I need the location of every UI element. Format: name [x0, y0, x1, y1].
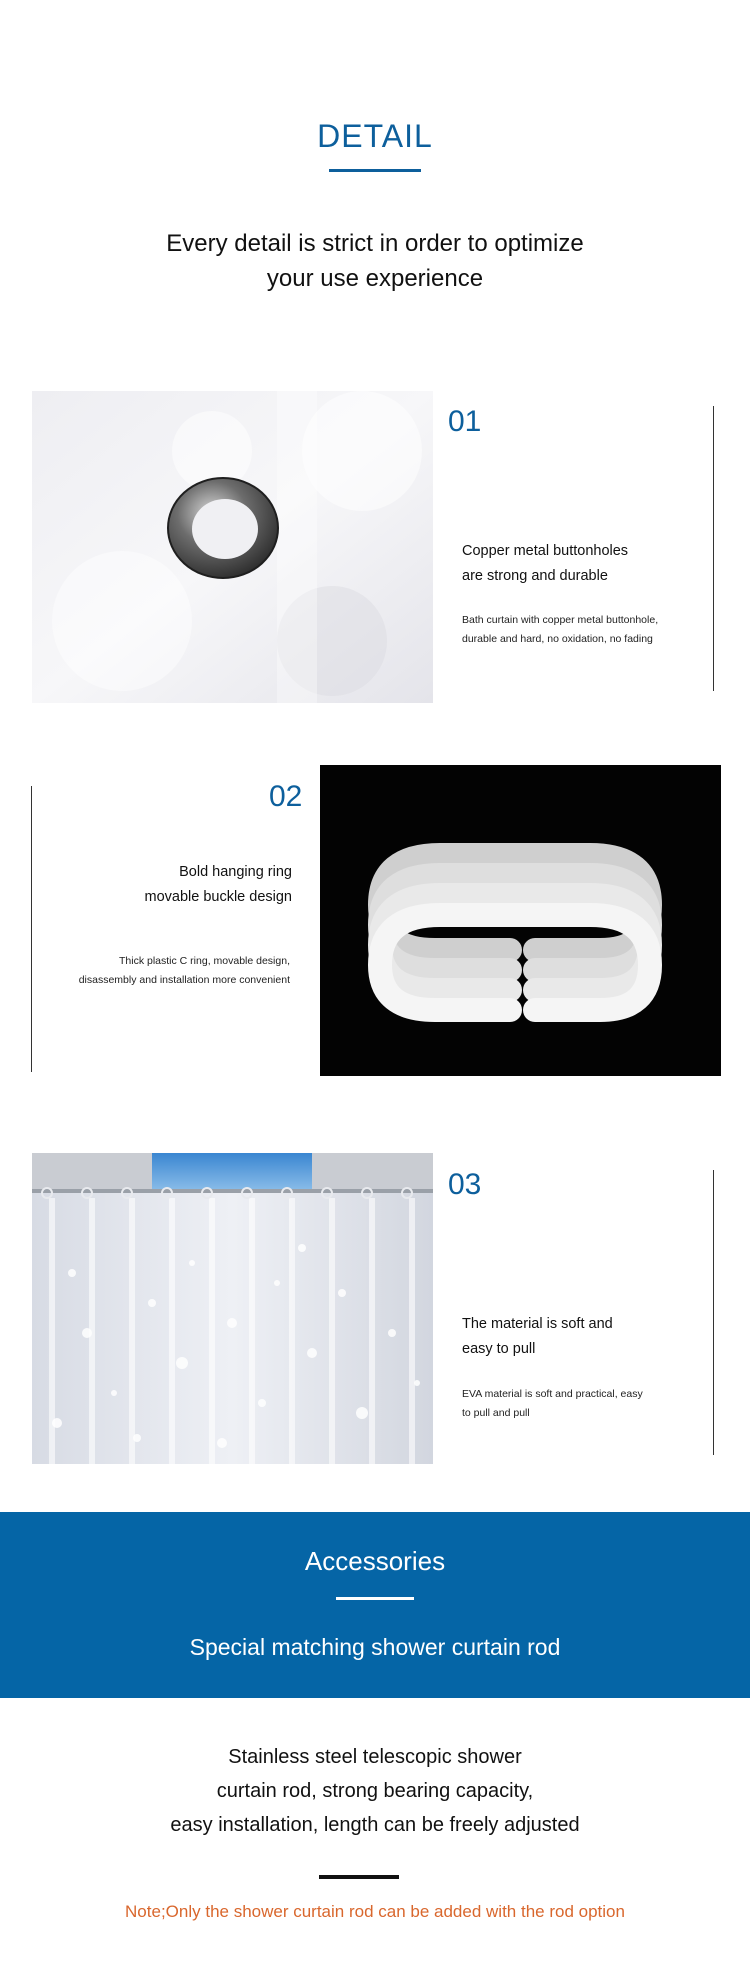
feature-3-desc-line-2: to pull and pull	[462, 1407, 530, 1419]
feature-3-photo-curtain	[32, 1153, 433, 1464]
accessories-title: Accessories	[304, 1546, 446, 1576]
feature-2-number: 02	[269, 780, 303, 813]
feature-1-desc-line-2: durable and hard, no oxidation, no fading	[462, 633, 653, 645]
feature-3-description	[462, 1385, 643, 1423]
accessories-underline	[336, 1597, 414, 1600]
feature-1-divider	[713, 406, 714, 691]
feature-3-heading	[462, 1312, 613, 1362]
rod-option-note: Note;Only the shower curtain rod can be added with the rod option	[125, 1902, 625, 1921]
feature-3-heading-line-2: easy to pull	[462, 1341, 536, 1357]
feature-1-heading-line-1: Copper metal buttonholes	[462, 543, 629, 559]
feature-1-photo-grommet	[32, 391, 433, 703]
feature-1-desc-line-1: Bath curtain with copper metal buttonhole,	[462, 614, 659, 626]
detail-subtitle-line-1: Every detail is strict in order to optimize	[166, 230, 584, 257]
feature-2-divider	[31, 786, 32, 1072]
feature-2-heading-line-2: movable buckle design	[144, 889, 292, 905]
detail-subtitle	[0, 226, 750, 296]
note-divider	[319, 1875, 399, 1879]
feature-3-desc-line-1: EVA material is soft and practical, easy	[462, 1388, 643, 1400]
grommet-illustration	[32, 391, 433, 703]
rod-description-line-3: easy installation, length can be freely adjusted	[170, 1814, 580, 1836]
feature-3-divider	[713, 1170, 714, 1455]
feature-1-heading-line-2: are strong and durable	[462, 568, 608, 584]
feature-2-photo-rings	[320, 765, 721, 1076]
rod-description-line-2: curtain rod, strong bearing capacity,	[216, 1780, 534, 1802]
feature-2-description	[40, 952, 290, 990]
feature-1-heading	[462, 539, 628, 589]
c-ring-illustration	[320, 765, 721, 1076]
feature-2-heading	[60, 860, 292, 910]
feature-3-number: 03	[448, 1168, 482, 1201]
accessories-band	[0, 1512, 750, 1698]
accessories-subtitle: Special matching shower curtain rod	[189, 1634, 561, 1660]
feature-2-desc-line-1: Thick plastic C ring, movable design,	[119, 955, 290, 967]
detail-subtitle-line-2: your use experience	[266, 265, 484, 292]
rod-description-line-1: Stainless steel telescopic shower	[228, 1746, 522, 1768]
feature-1-description	[462, 611, 658, 649]
curtain-illustration	[32, 1153, 433, 1464]
detail-title-underline	[329, 169, 421, 172]
feature-2-heading-line-1: Bold hanging ring	[179, 864, 292, 880]
rod-description	[0, 1740, 750, 1842]
feature-1-number: 01	[448, 405, 482, 438]
feature-2-desc-line-2: disassembly and installation more convenient	[78, 974, 290, 986]
feature-3-heading-line-1: The material is soft and	[462, 1316, 613, 1332]
detail-title: DETAIL	[317, 118, 433, 154]
